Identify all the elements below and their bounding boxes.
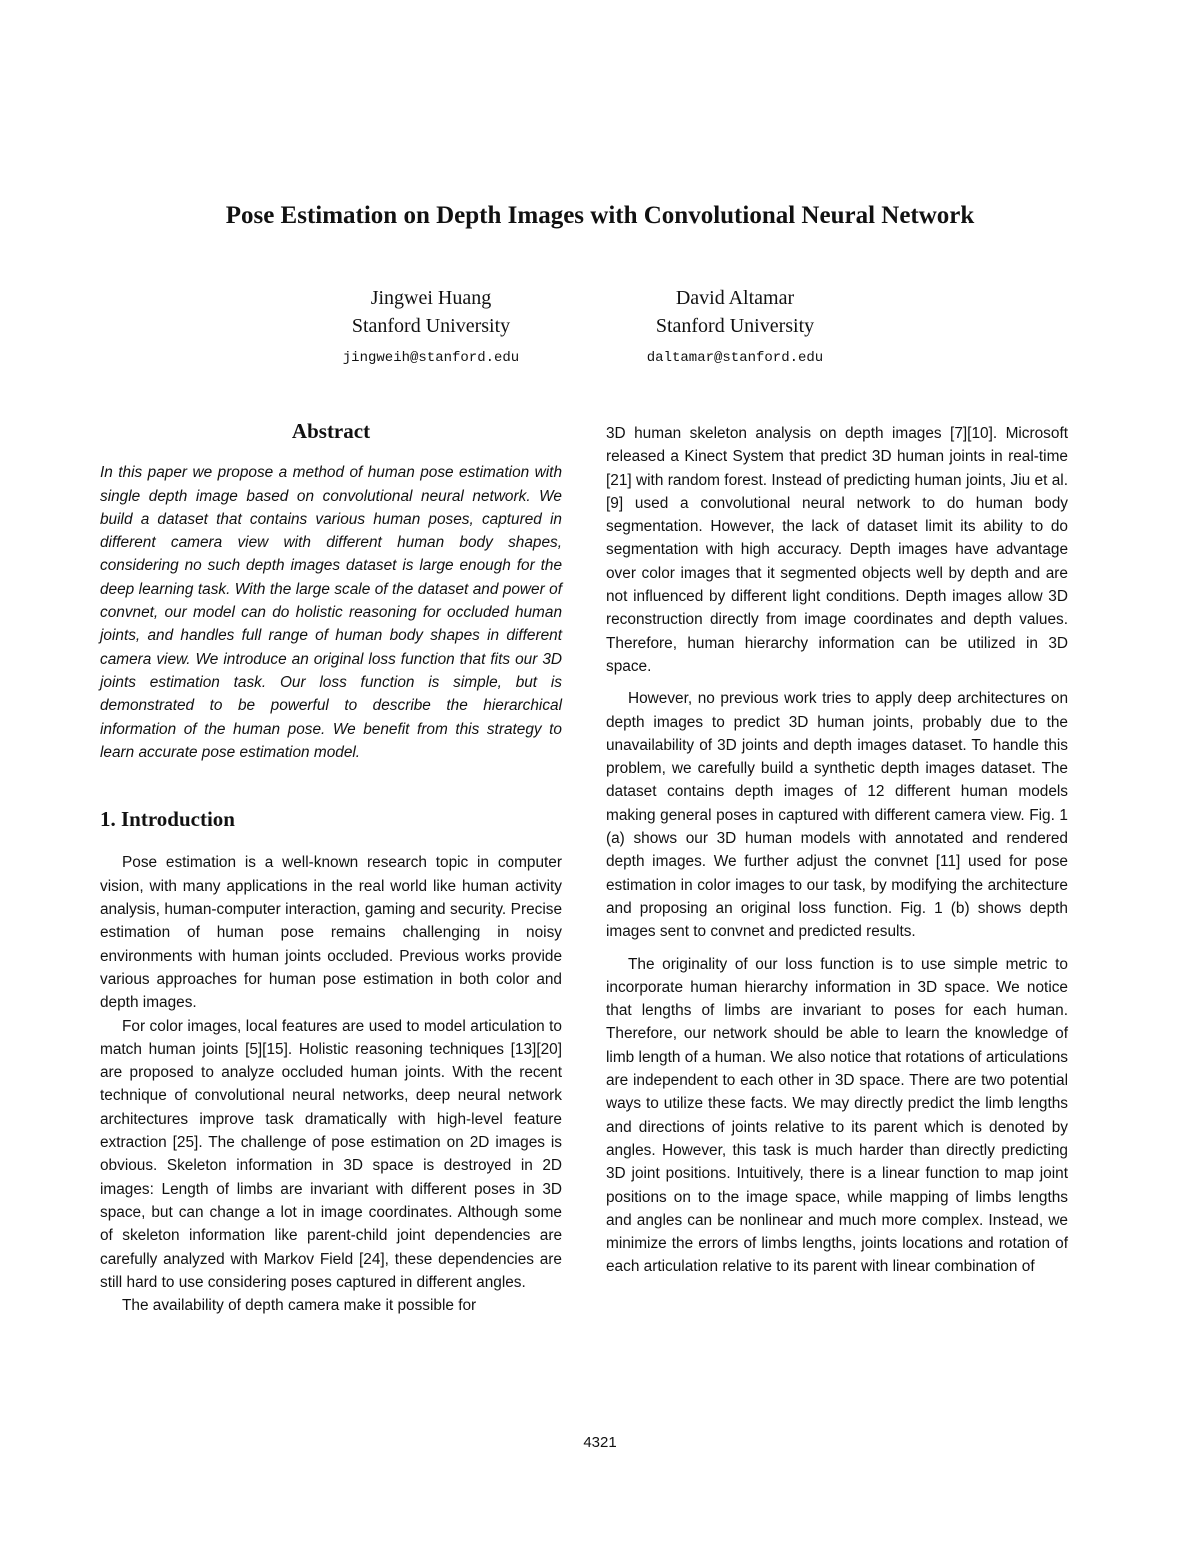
body-paragraph: Pose estimation is a well-known research topic in computer vision, with many applications in the real world like human activity analysis, human-computer interaction, gaming and security. Precise estimation of human pose remains challenging in noisy environments with human joints occluded. Previous works provide various approaches for human pose estimation in both color and depth images. bbox=[100, 854, 562, 1012]
author-block-1 bbox=[281, 284, 581, 372]
author-name: Jingwei Huang bbox=[370, 287, 492, 309]
author-email: daltamar@stanford.edu bbox=[646, 350, 824, 366]
author-affiliation: Stanford University bbox=[351, 315, 511, 337]
section-heading-introduction: 1. Introduction bbox=[100, 807, 235, 832]
page-number: 4321 bbox=[583, 1434, 617, 1451]
body-paragraph: However, no previous work tries to apply deep architectures on depth images to predict 3D human joints, probably due to the unavailability of 3D joints and depth images dataset. To handle this problem, we carefully build a synthetic depth images dataset. The dataset contains depth images of 12 different human models making general poses in captured with different camera view. Fig. 1 (a) shows our 3D human models with annotated and rendered depth images. We further adjust the convnet [11] used for pose estimation in color images to our task, by modifying the architecture and proposing an original loss function. Fig. 1 (b) shows depth images sent to convnet and predicted results. bbox=[606, 690, 1068, 941]
right-column bbox=[606, 422, 1068, 1288]
abstract-heading: Abstract bbox=[291, 419, 371, 443]
paper-title: Pose Estimation on Depth Images with Convolutional Neural Network bbox=[225, 202, 975, 229]
abstract-text: In this paper we propose a method of human pose estimation with single depth image based on convolutional neural network. We build a dataset that contains various human poses, captured in different camera view with different human body shapes, considering no such depth images dataset is large enough for the deep learning task. With the large scale of the dataset and power of convnet, our model can do holistic reasoning for occluded human joints, and handles full range of human body shapes in different camera view. We introduce an original loss function that fits our 3D joints estimation task. Our loss function is simple, but is demonstrated to be powerful to describe the hierarchical information of the human pose. We benefit from this strategy to learn accurate pose estimation model. bbox=[100, 464, 562, 761]
author-email: jingweih@stanford.edu bbox=[342, 350, 520, 366]
left-column bbox=[100, 420, 562, 1317]
body-paragraph: For color images, local features are used to model articulation to match human joints [5][15]. Holistic reasoning techniques [13][20] are proposed to analyze occluded human joints. With the recent technique of convolutional neural networks, deep neural network architectures improve task dramatically with high-level feature extraction [25]. The challenge of pose estimation on 2D images is obvious. Skeleton information in 3D space is destroyed in 2D images: Length of limbs are invariant with different poses in 3D space, but can change a lot in image coordinates. Although some of skeleton information like parent-child joint dependencies are carefully analyzed with Markov Field [24], these dependencies are still hard to use considering poses captured in different angles. bbox=[100, 1017, 562, 1291]
body-paragraph: The originality of our loss function is to use simple metric to incorporate human hierarchy information in 3D space. We notice that lengths of limbs are invariant to poses for each human. Therefore, our network should be able to learn the knowledge of limb length of a human. We also notice that rotations of articulations are independent to each other in 3D space. There are two potential ways to utilize these facts. We may directly predict the limb lengths and directions of joints relative to its parent which is denoted by angles. However, this task is much harder than directly predicting 3D joint positions. Intuitively, there is a linear function to map joint positions on to the image space, while mapping of limbs lengths and angles can be nonlinear and much more complex. Instead, we minimize the errors of limbs lengths, joints locations and rotation of each articulation relative to its parent with linear combination of bbox=[606, 955, 1068, 1276]
author-block-2 bbox=[585, 284, 885, 372]
author-affiliation: Stanford University bbox=[655, 315, 815, 337]
author-name: David Altamar bbox=[675, 287, 795, 309]
body-paragraph: 3D human skeleton analysis on depth images [7][10]. Microsoft released a Kinect System that predict 3D human joints in real-time [21] with random forest. Instead of predicting human joints, Jiu et al. [9] used a convolutional neural network to do human body segmentation. However, the lack of dataset limit its ability to do segmentation with high accuracy. Depth images have advantage over color images that it segmented objects well by depth and are not influenced by different light conditions. Depth images allow 3D reconstruction directly from image coordinates and depth values. Therefore, human hierarchy information can be utilized in 3D space. bbox=[606, 425, 1068, 675]
body-paragraph: The availability of depth camera make it possible for bbox=[122, 1297, 477, 1315]
